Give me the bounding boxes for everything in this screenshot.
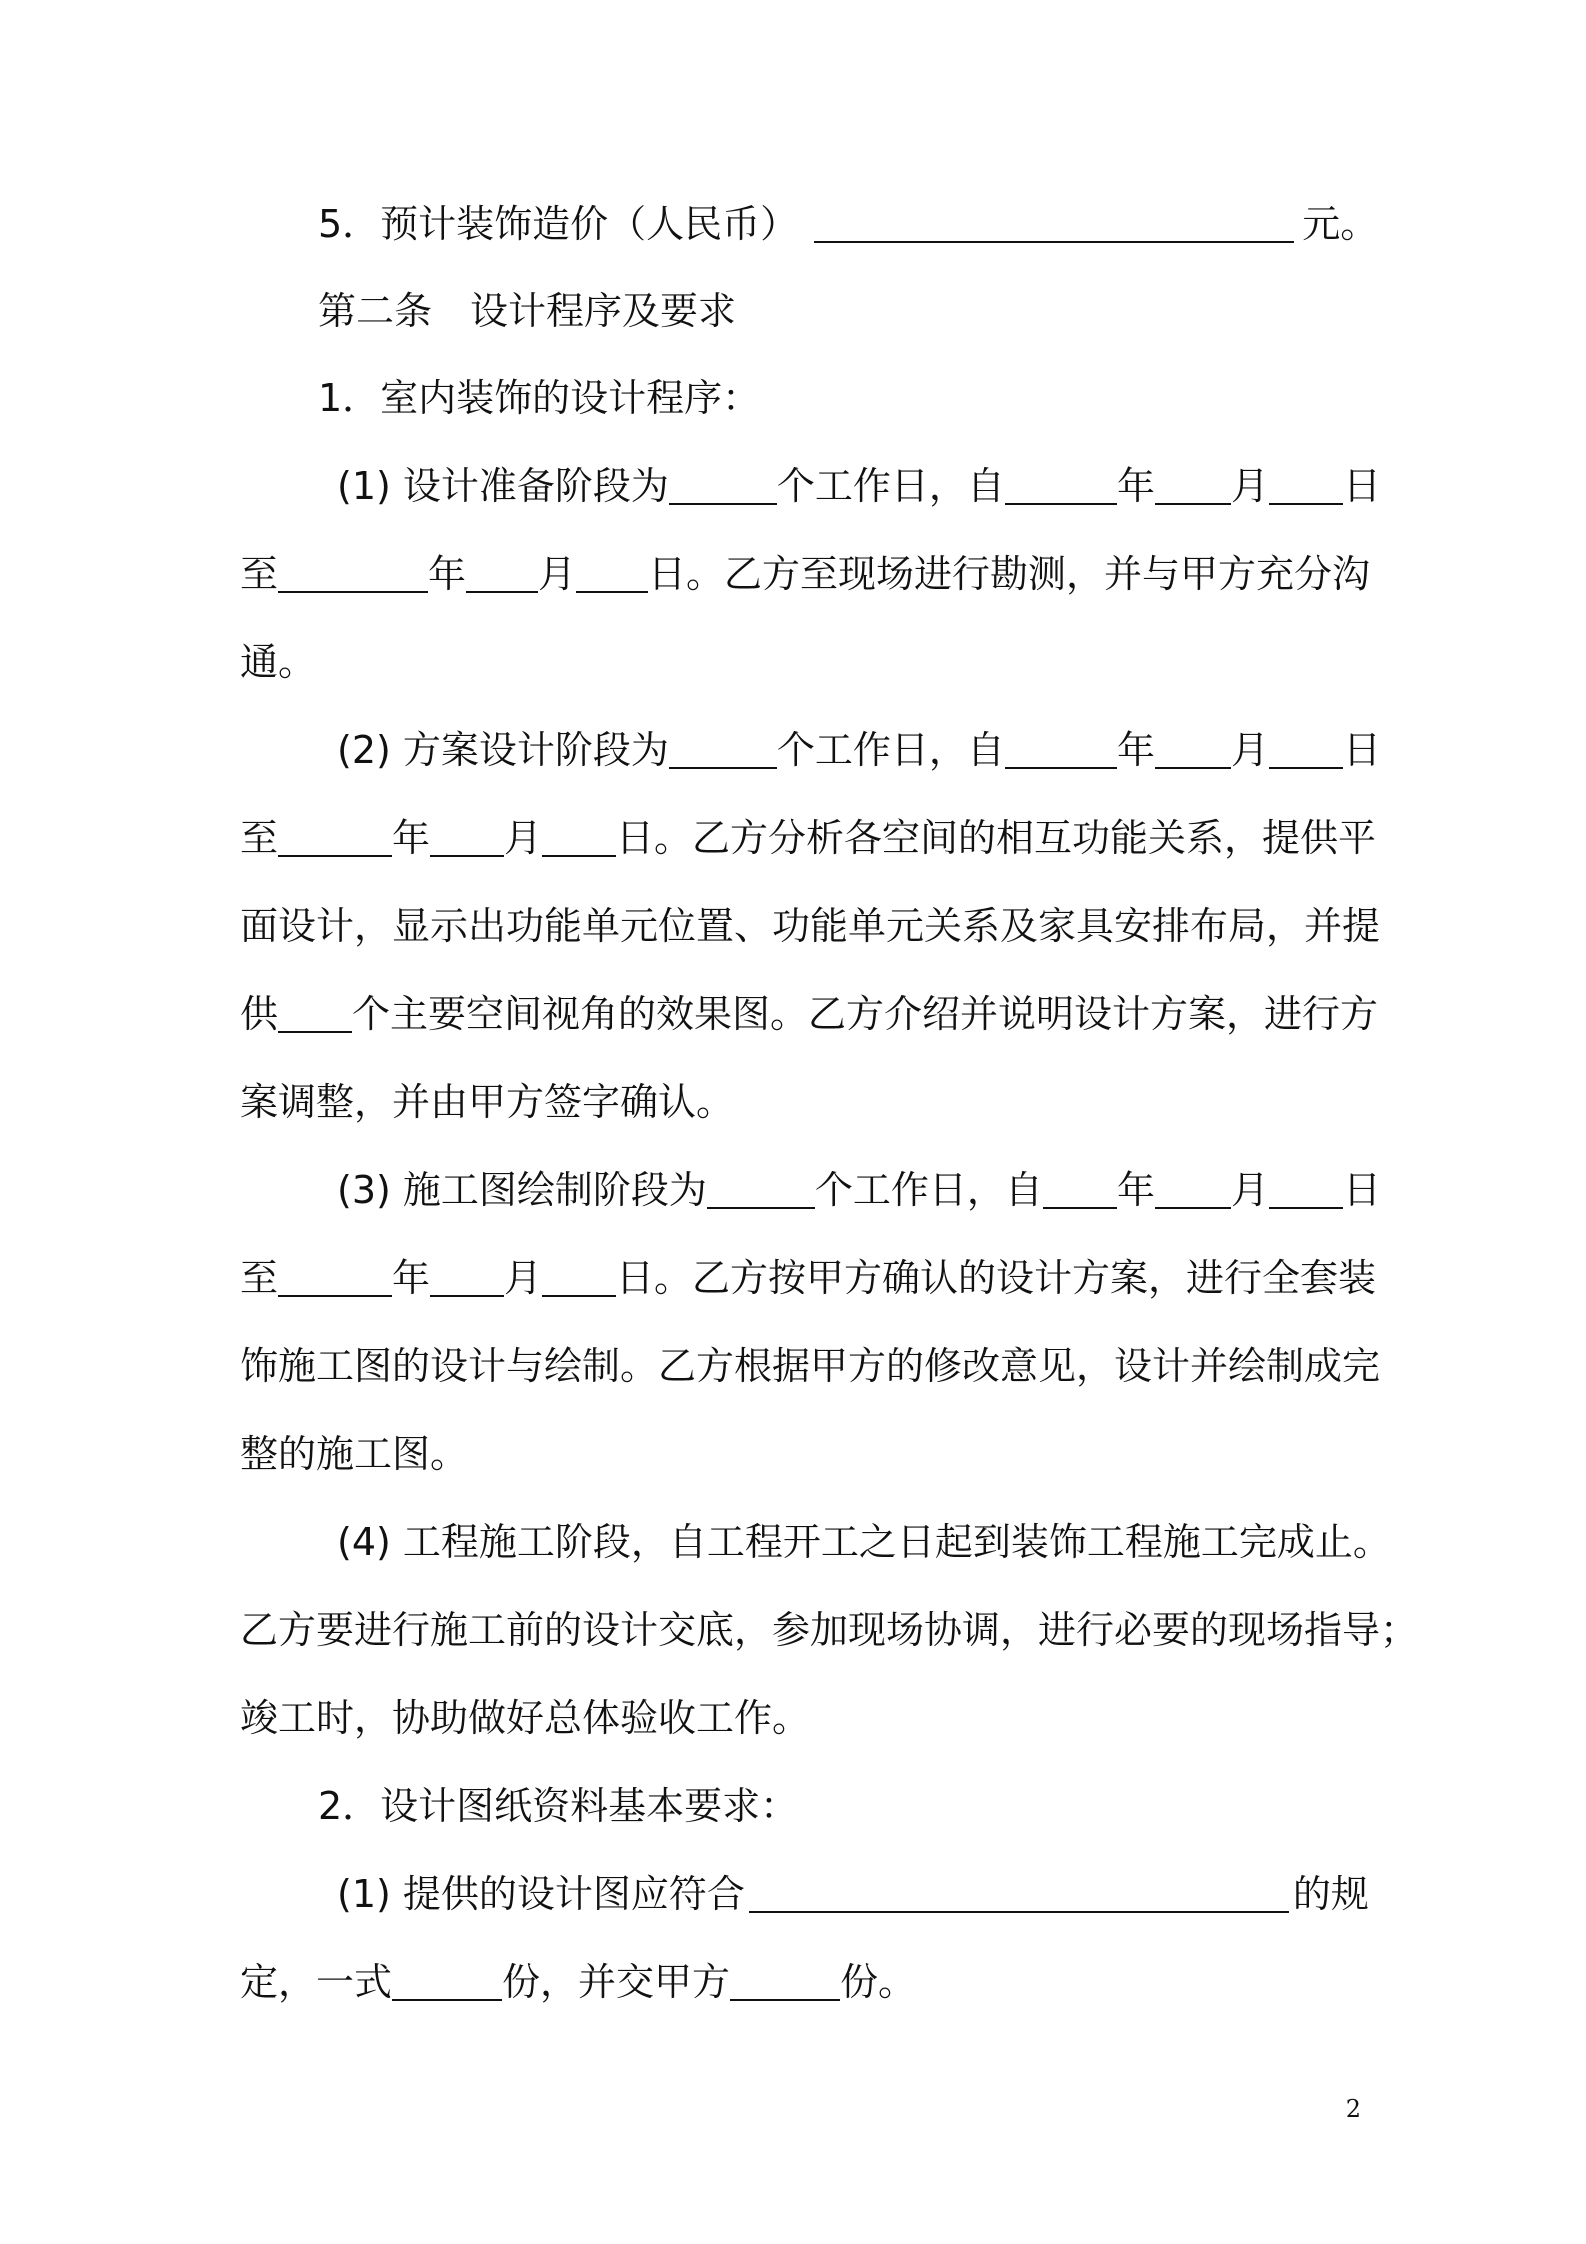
text-line (240, 816, 1377, 860)
text-segment: 个工作日，自 (814, 1168, 1043, 1212)
fill-blank (1005, 467, 1117, 505)
text-line (318, 1784, 799, 1828)
fill-blank (1269, 731, 1343, 769)
fill-blank (542, 1259, 616, 1297)
text-segment: 1．室内装饰的设计程序： (318, 376, 761, 420)
text-segment: 元。 (1302, 202, 1379, 246)
fill-blank (278, 819, 392, 857)
fill-blank (730, 1963, 840, 2001)
fill-blank (1043, 1171, 1117, 1209)
text-line (240, 1080, 735, 1124)
text-segment: 年 (1116, 1168, 1155, 1212)
fill-blank (576, 555, 648, 593)
text-segment: (4) 工程施工阶段，自工程开工之日起到装饰工程施工完成止。 (337, 1520, 1391, 1564)
text-segment: 乙方要进行施工前的设计交底，参加现场协调，进行必要的现场指导； (240, 1608, 1419, 1652)
text-segment: 日。乙方至现场进行勘测，并与甲方充分沟 (648, 552, 1371, 596)
text-segment: 月 (504, 816, 543, 860)
text-segment: (3) 施工图绘制阶段为 (337, 1168, 707, 1212)
text-line (240, 1432, 469, 1476)
text-line (337, 464, 1381, 508)
fill-blank (707, 1171, 815, 1209)
text-line (240, 1256, 1377, 1300)
text-segment: 份，并交甲方 (502, 1960, 731, 2004)
text-segment: 月 (1230, 464, 1269, 508)
fill-blank (814, 205, 1294, 243)
text-line (240, 1608, 1419, 1652)
fill-blank (669, 731, 777, 769)
fill-blank (1155, 1171, 1231, 1209)
text-segment: (1) 设计准备阶段为 (337, 464, 669, 508)
fill-blank (392, 1963, 502, 2001)
fill-blank (1269, 467, 1343, 505)
text-segment: 日。乙方分析各空间的相互功能关系，提供平 (616, 816, 1377, 860)
text-segment: 日 (1342, 728, 1381, 772)
section-heading (318, 289, 737, 333)
text-segment: 月 (504, 1256, 543, 1300)
text-line (337, 1872, 1369, 1916)
text-line (240, 1696, 811, 1740)
text-segment: (2) 方案设计阶段为 (337, 728, 669, 772)
text-segment: 至 (240, 1256, 279, 1300)
text-line (240, 1960, 917, 2004)
text-line (240, 640, 317, 684)
text-segment: 至 (240, 816, 279, 860)
text-segment: 竣工时，协助做好总体验收工作。 (240, 1696, 811, 1740)
text-segment: 日。乙方按甲方确认的设计方案，进行全套装 (616, 1256, 1377, 1300)
text-line (240, 992, 1379, 1036)
text-segment: 个主要空间视角的效果图。乙方介绍并说明设计方案，进行方 (352, 992, 1379, 1036)
text-segment: 2．设计图纸资料基本要求： (318, 1784, 799, 1828)
text-line (337, 1168, 1381, 1212)
text-line (337, 1520, 1391, 1564)
text-segment: 月 (1230, 1168, 1269, 1212)
page-number: 2 (1345, 2095, 1361, 2123)
text-line (240, 904, 1381, 948)
text-segment: 年 (392, 816, 431, 860)
text-segment: 整的施工图。 (240, 1432, 469, 1476)
fill-blank (1269, 1171, 1343, 1209)
text-segment: 年 (1116, 464, 1155, 508)
text-segment: 5．预计装饰造价（人民币） (318, 202, 799, 246)
text-segment: 面设计，显示出功能单元位置、功能单元关系及家具安排布局，并提 (240, 904, 1381, 948)
text-segment: 份。 (840, 1960, 917, 2004)
fill-blank (466, 555, 538, 593)
fill-blank (278, 555, 428, 593)
text-segment: 个工作日，自 (776, 728, 1005, 772)
text-line (337, 728, 1381, 772)
text-segment: 供 (240, 992, 279, 1036)
text-segment: 定，一式 (240, 1960, 393, 2004)
text-line (240, 1344, 1381, 1388)
text-segment: 通。 (240, 640, 317, 684)
text-segment: 年 (428, 552, 467, 596)
text-segment: 年 (1116, 728, 1155, 772)
fill-blank (749, 1875, 1289, 1913)
text-segment: 日 (1342, 1168, 1381, 1212)
text-segment: 月 (538, 552, 577, 596)
fill-blank (278, 995, 352, 1033)
text-line (318, 202, 1379, 246)
text-segment: 至 (240, 552, 279, 596)
text-segment: 年 (392, 1256, 431, 1300)
text-segment: 的规 (1292, 1872, 1369, 1916)
text-segment: 饰施工图的设计与绘制。乙方根据甲方的修改意见，设计并绘制成完 (240, 1344, 1381, 1388)
text-line (240, 552, 1371, 596)
fill-blank (278, 1259, 392, 1297)
text-segment: 月 (1230, 728, 1269, 772)
fill-blank (1155, 467, 1231, 505)
text-segment: 个工作日，自 (776, 464, 1005, 508)
fill-blank (542, 819, 616, 857)
text-line (318, 376, 761, 420)
text-segment: 案调整，并由甲方签字确认。 (240, 1080, 735, 1124)
text-segment: 第二条 设计程序及要求 (318, 289, 737, 333)
fill-blank (430, 1259, 504, 1297)
fill-blank (430, 819, 504, 857)
fill-blank (1155, 731, 1231, 769)
fill-blank (1005, 731, 1117, 769)
fill-blank (669, 467, 777, 505)
text-segment: (1) 提供的设计图应符合 (337, 1872, 745, 1916)
text-segment: 日 (1342, 464, 1381, 508)
